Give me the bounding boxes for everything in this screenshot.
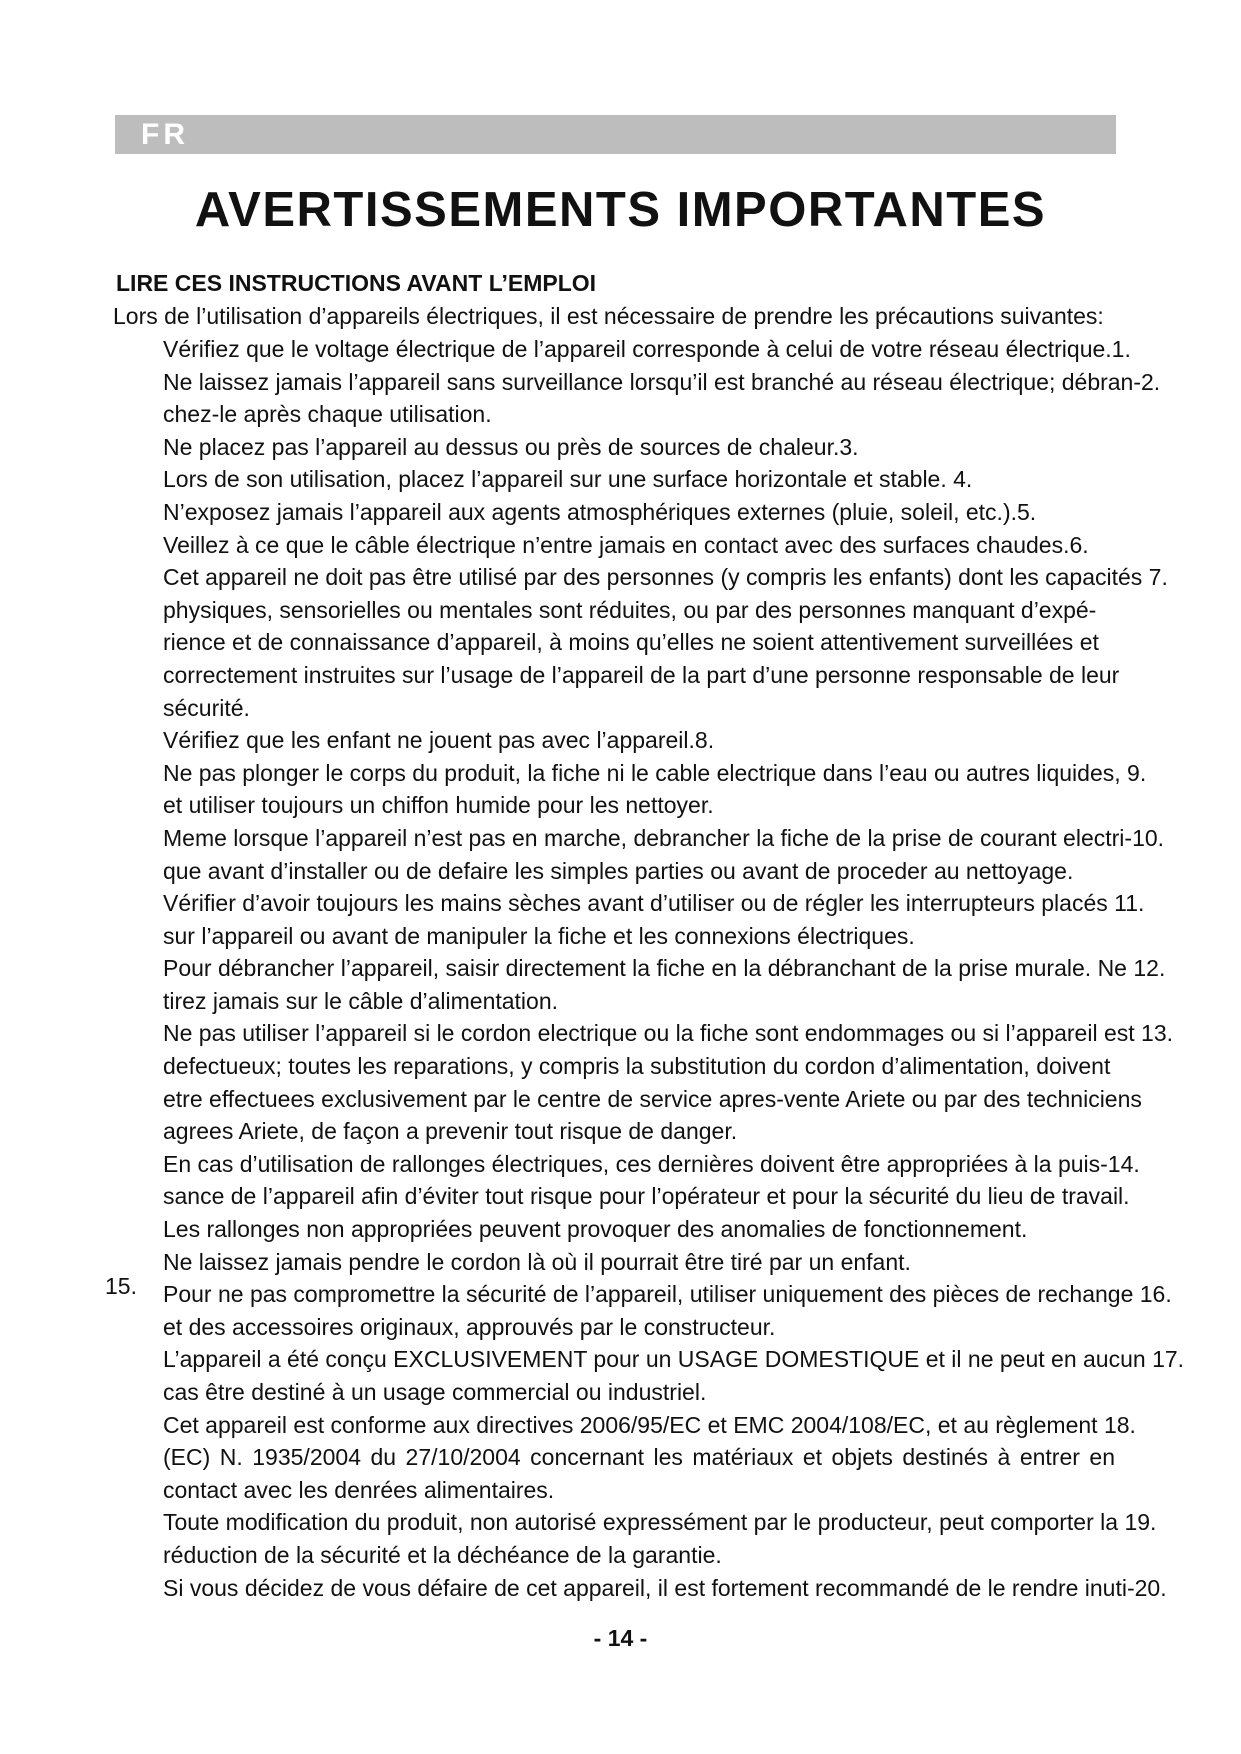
warning-line: Les rallonges non appropriées peuvent provoquer des anomalies de fonctionnement. — [163, 1216, 1028, 1243]
section-subtitle: LIRE CES INSTRUCTIONS AVANT L’EMPLOI — [116, 270, 597, 296]
warning-line: L’appareil a été conçu EXCLUSIVEMENT pour un USAGE DOMESTIQUE et il ne peut en aucun 17. — [163, 1346, 1185, 1373]
warning-line: réduction de la sécurité et la déchéance de la garantie. — [163, 1541, 722, 1568]
page-number: - 14 - — [593, 1625, 648, 1651]
warning-list — [163, 333, 1185, 1604]
warning-line: tirez jamais sur le câble d’alimentation. — [163, 987, 559, 1014]
warning-line: Ne pas plonger le corps du produit, la fiche ni le cable electrique dans l’eau ou autres liquides, 9. — [163, 759, 1147, 786]
warning-line: correctement instruites sur l’usage de l’appareil de la part d’une personne responsable de leur — [163, 661, 1120, 688]
warning-line: cas être destiné à un usage commercial ou industriel. — [163, 1379, 707, 1405]
warning-line: et des accessoires originaux, approuvés par le constructeur. — [163, 1313, 776, 1340]
warning-line: Cet appareil ne doit pas être utilisé par des personnes (y compris les enfants) dont les capacités 7. — [163, 564, 1168, 591]
warning-line: rience et de connaissance d’appareil, à moins qu’elles ne soient attentivement surveillées et — [163, 629, 1099, 656]
warning-line: sance de l’appareil afin d’éviter tout risque pour l’opérateur et pour la sécurité du lieu de travail. — [163, 1183, 1130, 1210]
warning-line: Ne laissez jamais l’appareil sans surveillance lorsqu’il est branché au réseau électrique; débran-2. — [163, 368, 1161, 395]
warning-line: et utiliser toujours un chiffon humide pour les nettoyer. — [163, 792, 714, 819]
warning-line: En cas d’utilisation de rallonges électriques, ces dernières doivent être appropriées à la puis-14. — [163, 1150, 1140, 1177]
intro-paragraph: Lors de l’utilisation d’appareils électriques, il est nécessaire de prendre les précautions suivantes: — [113, 303, 1104, 329]
warning-line: sur l’appareil ou avant de manipuler la fiche et les connexions électriques. — [163, 922, 915, 949]
warning-line: chez-le après chaque utilisation. — [163, 401, 492, 428]
warning-line: Veillez à ce que le câble électrique n’entre jamais en contact avec des surfaces chaudes.6. — [163, 531, 1089, 558]
warning-line: Vérifier d’avoir toujours les mains sèches avant d’utiliser ou de régler les interrupteurs placés 11. — [163, 890, 1145, 917]
warning-line: etre effectuees exclusivement par le centre de service apres-vente Ariete ou par des techniciens — [163, 1085, 1142, 1112]
warning-line: Cet appareil est conforme aux directives 2006/95/EC et EMC 2004/108/EC, et au règlement 18. — [163, 1411, 1136, 1438]
warning-line: physiques, sensorielles ou mentales sont réduites, ou par des personnes manquant d’expé- — [163, 596, 1097, 623]
language-header-bar — [115, 115, 1116, 154]
warning-line: que avant d’installer ou de defaire les simples parties ou avant de proceder au nettoyage. — [163, 857, 1074, 884]
warning-line: Meme lorsque l’appareil n’est pas en marche, debrancher la fiche de la prise de courant electri-10. — [163, 824, 1165, 851]
warning-line: N’exposez jamais l’appareil aux agents atmosphériques externes (pluie, soleil, etc.).5. — [163, 498, 1037, 525]
warning-line: Pour débrancher l’appareil, saisir directement la fiche en la débranchant de la prise murale. Ne 12. — [163, 955, 1166, 982]
page-title: AVERTISSEMENTS IMPORTANTES — [194, 183, 1047, 237]
item-number-15: 15. — [105, 1273, 137, 1299]
warning-line: Pour ne pas compromettre la sécurité de l’appareil, utiliser uniquement des pièces de rechange 16. — [163, 1281, 1172, 1308]
language-code: FR — [141, 118, 189, 151]
warning-line: agrees Ariete, de façon a prevenir tout risque de danger. — [163, 1118, 738, 1145]
warning-line: Vérifiez que les enfant ne jouent pas avec l’appareil.8. — [163, 727, 715, 754]
warning-line: contact avec les denrées alimentaires. — [163, 1476, 555, 1503]
warning-line: Lors de son utilisation, placez l’appareil sur une surface horizontale et stable. 4. — [163, 466, 973, 493]
warning-line: Ne placez pas l’appareil au dessus ou près de sources de chaleur.3. — [163, 433, 859, 460]
warning-line: Ne pas utiliser l’appareil si le cordon electrique ou la fiche sont endommages ou si l’appareil est 13. — [163, 1020, 1174, 1047]
warning-line: sécurité. — [163, 694, 250, 721]
warning-line: (EC) N. 1935/2004 du 27/10/2004 concernant les matériaux et objets destinés à entrer en — [163, 1444, 1115, 1471]
warning-line: defectueux; toutes les reparations, y compris la substitution du cordon d’alimentation, doivent — [163, 1053, 1111, 1080]
warning-line: Toute modification du produit, non autorisé expressément par le producteur, peut comporter la 19. — [163, 1509, 1157, 1536]
warning-line: Ne laissez jamais pendre le cordon là où il pourrait être tiré par un enfant. — [163, 1248, 911, 1275]
warning-line: Si vous décidez de vous défaire de cet appareil, il est fortement recommandé de le rendre inuti-20. — [163, 1574, 1167, 1601]
warning-line: Vérifiez que le voltage électrique de l’appareil corresponde à celui de votre réseau électrique.1. — [163, 336, 1131, 362]
